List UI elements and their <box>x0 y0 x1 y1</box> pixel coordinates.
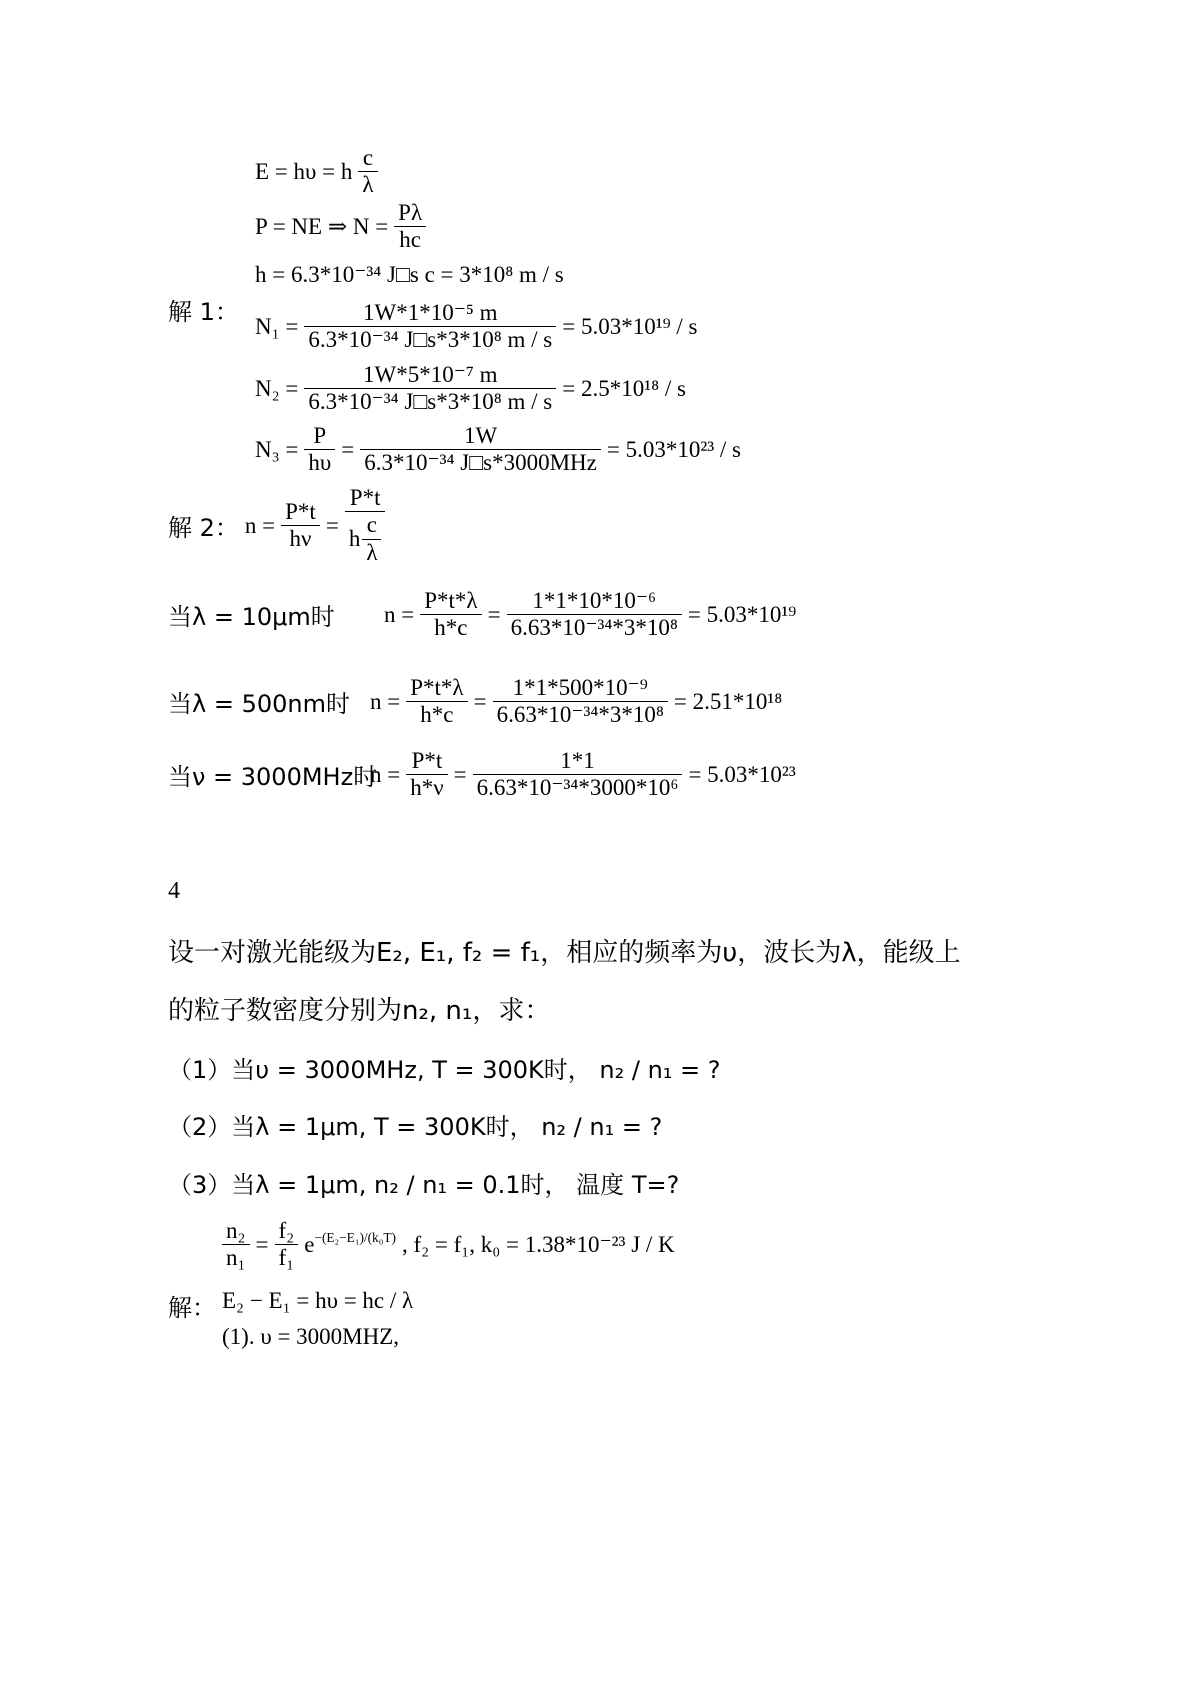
boltzmann-formula: $\frac{\text{n₂}}{\text{n₁}}$ = $\frac{\text{f₂}}{\text{f₁}}$ $e^{-(E_2-E_1)/(k_0T)}$ , f₂ = f₁, k₀ = 1.38*10⁻²³ J / K <box>222 1218 675 1272</box>
solution-1-label: 解 1： <box>168 298 239 326</box>
eq-n3: N₃ = $\frac{P}{h\upsilon}$ = $\frac{1W}{\text{6.3*10⁻³⁴ J□s*3000MHz}}$ = 5.03*10²³ / s <box>255 423 741 476</box>
eq-n1: N₁ = $\frac{\text{1W*1*10⁻⁵ m}}{\text{6.3*10⁻³⁴ J□s*3*10⁸ m / s}}$ = 5.03*10¹⁹ / s <box>255 300 698 353</box>
question-2: （2）当λ = 1μm, T = 300K时， n₂ / n₁ = ? <box>168 1113 663 1141</box>
solution-label: 解： <box>168 1294 216 1322</box>
eq-solution-2: 解 2： n = $\frac{P*t}{h\nu}$ = P*t h $\frac{c}{\lambda}$ <box>168 485 385 566</box>
energy-difference-eq: E₂ − E₁ = hυ = hc / λ <box>222 1288 414 1313</box>
solution-2-label: 解 2： <box>168 514 239 543</box>
problem-text-line-2: 的粒子数密度分别为n₂, n₁，求： <box>168 996 551 1026</box>
eq-power: P = NE ⇒ N = $\frac{P\lambda}{hc}$ <box>255 200 426 254</box>
case-500nm: 当λ = 500nm时 n = $\frac{P*t*\lambda}{h*c}$ = $\frac{\text{1*1*500*10⁻⁹}}{\text{6.63*10⁻³⁴*3*10⁸}}$ = 2.51*10¹⁸ <box>168 675 783 728</box>
case-3000mhz: 当ν = 3000MHz时 n = $\frac{P*t}{h*\nu}$ = $\frac{1*1}{\text{6.63*10⁻³⁴*3000*10⁶}}$ = 5.03*10²³ <box>168 748 796 801</box>
problem-number: 4 <box>168 878 180 904</box>
question-3: （3）当λ = 1μm, n₂ / n₁ = 0.1时， 温度 T=? <box>168 1171 680 1199</box>
case-10um: 当λ = 10μm时 n = $\frac{P*t*\lambda}{h*c}$ = $\frac{\text{1*1*10*10⁻⁶}}{\text{6.63*10⁻³⁴*3*10⁸}}$ = 5.03*10¹⁹ <box>168 588 797 641</box>
problem-text-line-1: 设一对激光能级为E₂, E₁, f₂ = f₁，相应的频率为υ，波长为λ，能级上 <box>168 938 961 968</box>
eq-n2: N₂ = $\frac{\text{1W*5*10⁻⁷ m}}{\text{6.3*10⁻³⁴ J□s*3*10⁸ m / s}}$ = 2.5*10¹⁸ / s <box>255 362 686 415</box>
question-1: （1）当υ = 3000MHz, T = 300K时， n₂ / n₁ = ? <box>168 1056 721 1084</box>
solution-step-1: (1). υ = 3000MHZ, <box>222 1324 400 1349</box>
eq-constants: h = 6.3*10⁻³⁴ J□s c = 3*10⁸ m / s <box>255 262 564 287</box>
eq-energy: E = hυ = h $\frac{c}{\lambda}$ <box>255 145 378 199</box>
